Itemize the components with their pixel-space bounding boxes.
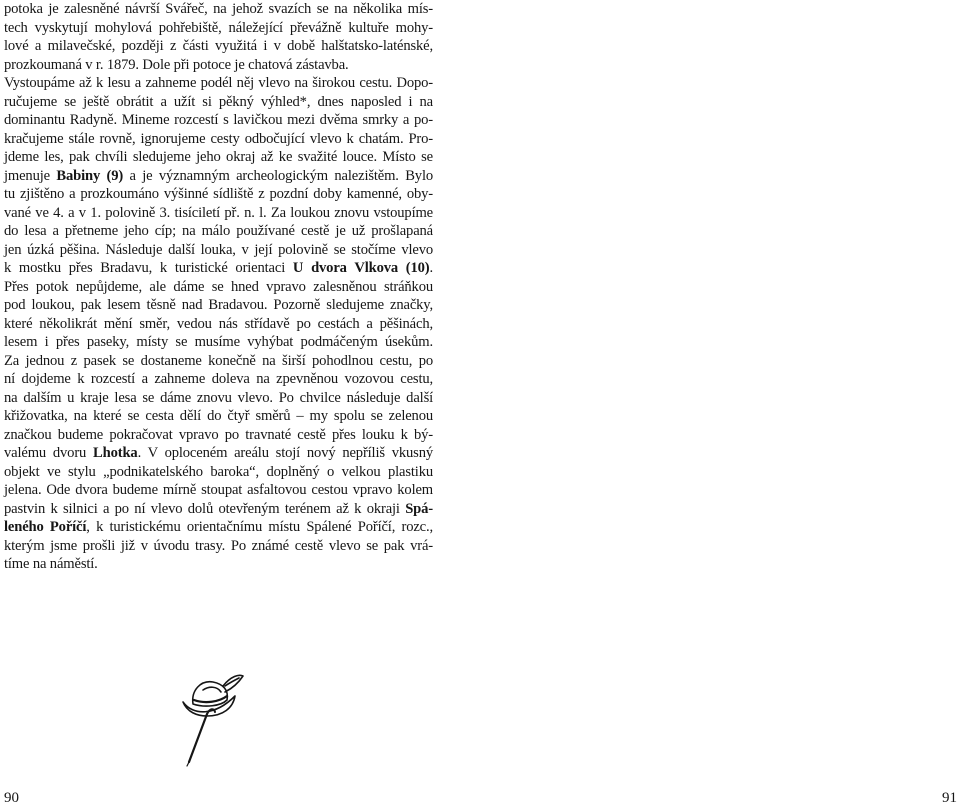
- text-line: na dalším u kraje lesa se dáme znovu vlevo. Po chvilce následuje další: [4, 389, 433, 406]
- text-line: pastvin k silnici a po ní vlevo dolů otevřeným terénem až k okraji Spá-: [4, 500, 433, 517]
- text-line: jdeme les, pak chvíli sledujeme jeho okraj až ke svažité louce. Místo se: [4, 149, 433, 165]
- text-line: značkou budeme pokračovat vpravo po travnaté cestě přes louku k bý-: [4, 426, 433, 443]
- bold-term: leného Poříčí: [4, 519, 87, 535]
- text-line: dominantu Radyně. Mineme rozcestí s lavičkou mezi dvěma smrky a po-: [4, 112, 433, 128]
- text-line: leného Poříčí, k turistickému orientačnímu místu Spálené Poříčí, rozc.,: [4, 519, 433, 535]
- text-line: křižovatka, na které se cesta dělí do čtyř směrů – my spolu se zelenou: [4, 408, 433, 424]
- text-line: tu zjištěno a prozkoumáno výšinné sídliště z pozdní doby kamenné, oby-: [4, 186, 433, 202]
- main-text-column: [4, 0, 433, 574]
- text-line: lesem i přes paseky, místy se musíme vyhýbat podmáčeným úsekům.: [4, 334, 433, 350]
- text-line: objekt ve stylu „podnikatelského baroka“, doplněný o velkou plastiku: [4, 463, 433, 480]
- text-line: jmenuje Babiny (9) a je významným archeologickým nalezištěm. Bylo: [4, 167, 433, 184]
- text-line: ní dojdeme k rozcestí a zahneme doleva na zpevněnou vozovou cestu,: [4, 371, 433, 387]
- page-number-right: 91: [942, 790, 957, 806]
- bold-term: Babiny (9): [56, 167, 124, 184]
- text-line: lové a milavečské, později z části využitá i v době halštatsko-laténské,: [4, 38, 433, 54]
- text-line: do lesa a přetneme jeho cíp; na málo používané cestě je už prošlapaná: [4, 223, 433, 239]
- text-line: ručujeme se ještě obrátit a užít si pěkný výhled*, dnes naposled i na: [4, 93, 433, 110]
- text-line: pod loukou, pak lesem těsně nad Bradavou. Pozorně sledujeme značky,: [4, 297, 433, 313]
- text-line: které několikrát mění směr, vedou nás střídavě po cestách a pěšinách,: [4, 315, 433, 332]
- bold-term: Lhotka: [93, 445, 138, 461]
- text-line: Vystoupáme až k lesu a zahneme podél něj vlevo na širokou cestu. Dopo-: [4, 75, 433, 91]
- page-number-left: 90: [4, 790, 19, 806]
- text-line: tíme na náměstí.: [4, 556, 98, 572]
- text-line: kterým jsme prošli již v úvodu trasy. Po známé cestě vlevo se pak vrá-: [4, 537, 433, 554]
- text-line: jelena. Ode dvora budeme mírně stoupat asfaltovou cestou vpravo kolem: [4, 482, 433, 498]
- hat-with-feather-icon: [177, 672, 247, 767]
- text-line: Za jednou z pasek se dostaneme konečně na širší pohodlnou cestu, po: [4, 352, 433, 369]
- text-line: k mostku přes Bradavu, k turistické orientaci U dvora Vlkova (10).: [4, 260, 434, 276]
- text-line: kračujeme stále rovně, ignorujeme cesty odbočující vlevo k chatám. Pro-: [4, 130, 433, 147]
- text-line: vané ve 4. a v 1. polovině 3. tisíciletí př. n. l. Za loukou znovu vstoupíme: [4, 204, 433, 221]
- text-line: tech vyskytují mohylová pohřebiště, náležející převážně kultuře mohy-: [4, 19, 433, 36]
- text-line: jen úzká pěšina. Následuje další louka, v její polovině se stočíme vlevo: [4, 241, 433, 258]
- text-line: prozkoumaná v r. 1879. Dole při potoce je chatová zástavba.: [4, 56, 349, 73]
- bold-term: Spá-: [405, 500, 433, 517]
- bold-term: U dvora Vlkova (10): [292, 260, 430, 276]
- text-line: Přes potok nepůjdeme, ale dáme se hned vpravo zalesněnou stráňkou: [4, 278, 433, 295]
- text-line: valému dvoru Lhotka. V oploceném areálu stojí nový nepříliš vkusný: [4, 445, 433, 461]
- text-line: potoka je zalesněné návrší Svářeč, na jehož svazích se na několika mís-: [4, 1, 433, 17]
